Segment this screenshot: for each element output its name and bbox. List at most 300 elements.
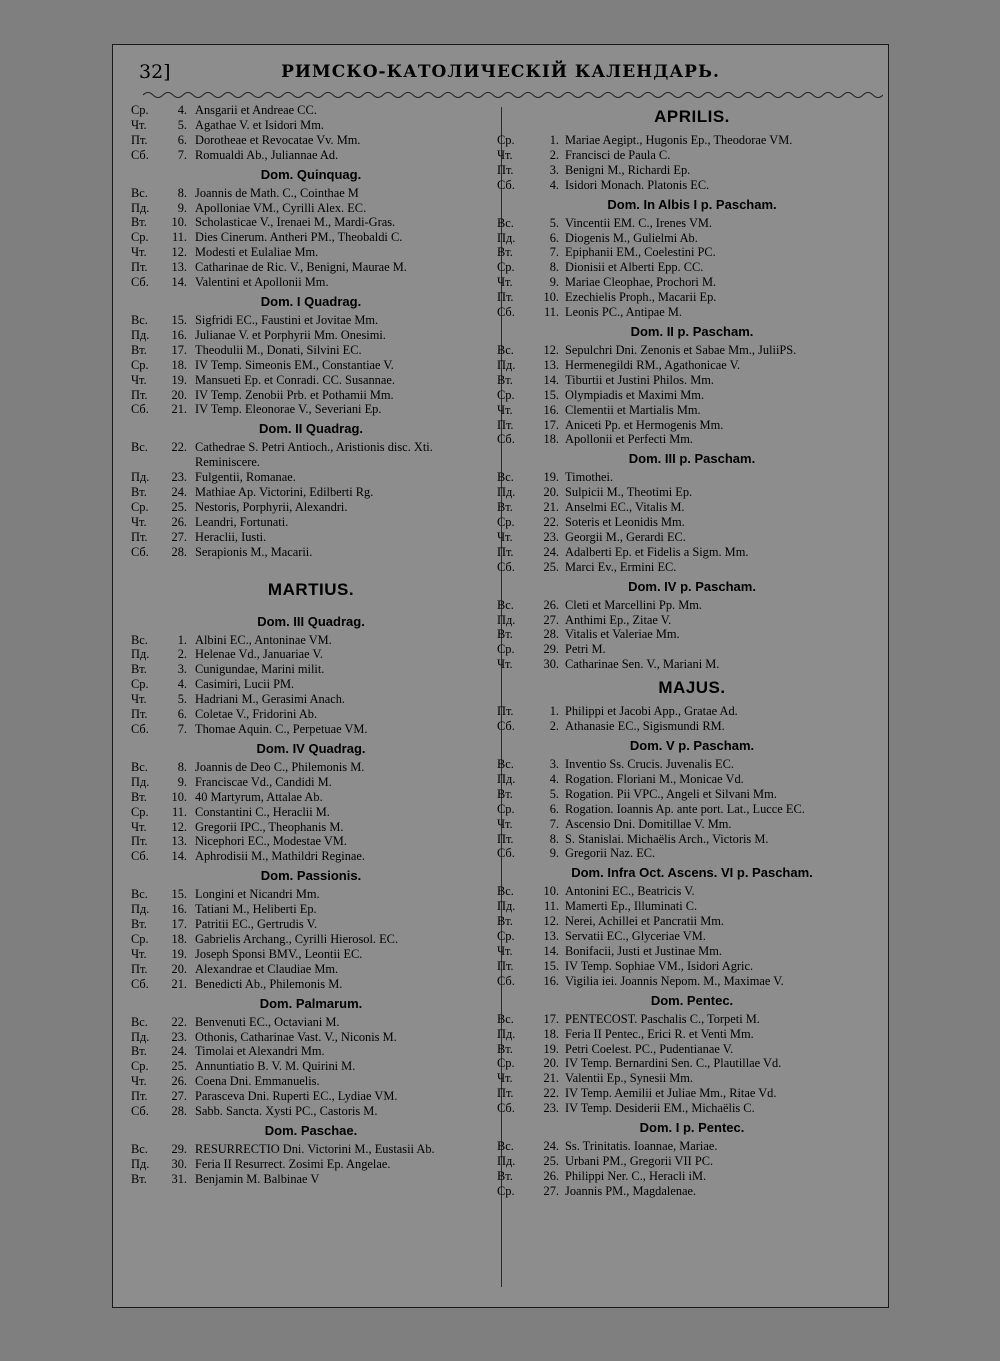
feast-text: Joannis PM., Magdalenae.	[565, 1183, 697, 1198]
feast-text: Hermenegildi RM., Agathonicae V.	[565, 357, 741, 372]
weekday-label: Сб.	[497, 432, 515, 447]
day-number: 20.	[171, 961, 187, 976]
weekday-label: Пт.	[131, 961, 148, 976]
sunday-heading: Dom. Palmarum.	[259, 995, 363, 1011]
day-number: 9.	[549, 846, 559, 861]
feast-text: Apollonii et Perfecti Mm.	[565, 432, 694, 447]
feast-text: Alexandrae et Claudiae Mm.	[195, 961, 339, 976]
day-number: 20.	[543, 485, 559, 500]
weekday-label: Пт.	[497, 831, 514, 846]
feast-text: Joannis de Math. C., Cointhae M	[195, 185, 359, 200]
day-number: 12.	[543, 342, 559, 357]
weekday-label: Ср.	[131, 230, 149, 245]
day-number: 6.	[549, 230, 559, 245]
feast-text: Gregorii Naz. EC.	[565, 846, 656, 861]
sunday-heading: Dom. III p. Pascham.	[628, 451, 756, 467]
calendar-entry-row	[497, 1071, 887, 1086]
weekday-label: Чт.	[497, 1071, 513, 1086]
weekday-label: Пт.	[131, 132, 148, 147]
weekday-label: Вт.	[131, 215, 147, 230]
weekday-label: Пт.	[497, 1086, 514, 1101]
calendar-entry-row	[131, 902, 491, 917]
calendar-entry-row	[497, 216, 887, 231]
feast-text: Hadriani M., Gerasimi Anach.	[195, 692, 346, 707]
calendar-entry-row	[497, 133, 887, 148]
feast-text: Albini EC., Antoninae VM.	[195, 632, 332, 647]
day-number: 22.	[543, 1086, 559, 1101]
day-number: 13.	[543, 357, 559, 372]
feast-text: Constantini C., Heraclii M.	[195, 804, 330, 819]
calendar-entry-row	[497, 500, 887, 515]
weekday-label: Пд.	[497, 899, 516, 914]
calendar-entry-row	[497, 545, 887, 560]
day-number: 17.	[171, 917, 187, 932]
feast-text: Joannis de Deo C., Philemonis M.	[195, 759, 365, 774]
day-number: 11.	[543, 899, 559, 914]
day-number: 7.	[177, 147, 187, 162]
feast-text: Apolloniae VM., Cyrilli Alex. EC.	[195, 200, 367, 215]
feast-text: Valentii Ep., Synesii Mm.	[565, 1071, 694, 1086]
feast-text: Tatiani M., Heliberti Ep.	[195, 902, 317, 917]
weekday-label: Вт.	[497, 627, 513, 642]
weekday-label: Чт.	[131, 692, 147, 707]
day-number: 25.	[543, 1153, 559, 1168]
weekday-label: Вс.	[131, 440, 148, 455]
feast-text: Antonini EC., Beatricis V.	[565, 884, 695, 899]
feast-text: Parasceva Dni. Ruperti EC., Lydiae VM.	[195, 1089, 398, 1104]
day-number: 29.	[543, 642, 559, 657]
weekday-label: Вс.	[131, 759, 148, 774]
feast-text: Soteris et Leonidis Mm.	[565, 515, 685, 530]
calendar-entry-row	[497, 163, 887, 178]
calendar-entry-row	[497, 817, 887, 832]
weekday-label: Вс.	[131, 887, 148, 902]
weekday-label: Ср.	[497, 642, 515, 657]
sunday-heading: Dom. II p. Pascham.	[630, 323, 754, 339]
calendar-entry-row	[497, 260, 887, 275]
weekday-label: Ср.	[497, 133, 515, 147]
feast-text: Cathedrae S. Petri Antioch., Aristionis disc. Xti. Reminiscere.	[195, 440, 433, 470]
day-number: 2.	[549, 147, 559, 162]
weekday-label: Вт.	[131, 662, 147, 677]
feast-text: Rogation. Ioannis Ap. ante port. Lat., Lucce EC.	[565, 801, 805, 816]
day-number: 11.	[171, 230, 187, 245]
calendar-entry-row	[497, 418, 887, 433]
calendar-entry-row	[497, 959, 887, 974]
calendar-entry-row	[497, 245, 887, 260]
day-number: 22.	[171, 440, 187, 455]
day-number: 14.	[543, 943, 559, 958]
feast-text: Aphrodisii M., Mathildri Reginae.	[195, 849, 366, 864]
weekday-label: Пд.	[497, 612, 516, 627]
weekday-label: Вт.	[497, 372, 513, 387]
day-number: 27.	[171, 529, 187, 544]
weekday-label: Вт.	[497, 914, 513, 929]
day-number: 28.	[171, 544, 187, 559]
weekday-label: Чт.	[497, 943, 513, 958]
feast-text: Aniceti Pp. et Hermogenis Mm.	[565, 417, 724, 432]
feast-text: Timothei.	[565, 470, 614, 485]
feast-text: Anthimi Ep., Zitae V.	[565, 612, 672, 627]
feast-text: Valentini et Apollonii Mm.	[195, 275, 329, 290]
calendar-entry-row	[497, 832, 887, 847]
feast-text: Nerei, Achillei et Pancratii Mm.	[565, 914, 724, 929]
day-number: 4.	[549, 177, 559, 192]
calendar-entry-row	[131, 530, 491, 545]
weekday-label: Чт.	[131, 245, 147, 260]
feast-text: Coena Dni. Emmanuelis.	[195, 1074, 320, 1089]
calendar-entry-row	[497, 704, 887, 719]
calendar-entry-row	[131, 1172, 491, 1187]
feast-text: Epiphanii EM., Coelestini PC.	[565, 245, 716, 260]
sunday-heading: Dom. Pentec.	[650, 992, 734, 1008]
calendar-entry-row	[497, 772, 887, 787]
day-number: 17.	[171, 342, 187, 357]
feast-text: Benigni M., Richardi Ep.	[565, 162, 691, 177]
feast-text: Gabrielis Archang., Cyrilli Hierosol. EC.	[195, 931, 399, 946]
weekday-label: Пд.	[497, 1153, 516, 1168]
calendar-entry-row	[131, 917, 491, 932]
feast-text: Leandri, Fortunati.	[195, 514, 289, 529]
day-number: 23.	[543, 1101, 559, 1116]
feast-text: PENTECOST. Paschalis C., Torpeti M.	[565, 1011, 760, 1026]
calendar-entry-row	[497, 148, 887, 163]
feast-text: Philippi Ner. C., Heracli iM.	[565, 1168, 707, 1183]
calendar-entry-row	[131, 962, 491, 977]
day-number: 24.	[543, 544, 559, 559]
day-number: 26.	[543, 1168, 559, 1183]
weekday-label: Пт.	[131, 387, 148, 402]
weekday-label: Вт.	[131, 342, 147, 357]
month-title: APRILIS.	[654, 107, 730, 126]
day-number: 15.	[171, 312, 187, 327]
calendar-entry-row	[497, 914, 887, 929]
sunday-heading: Dom. Passionis.	[260, 868, 362, 884]
day-number: 19.	[543, 1041, 559, 1056]
calendar-entry-row	[497, 1154, 887, 1169]
feast-text: Benedicti Ab., Philemonis M.	[195, 976, 343, 991]
feast-text: Mansueti Ep. et Conradi. CC. Susannae.	[195, 372, 395, 387]
feast-text: Mamerti Ep., Illuminati C.	[565, 899, 698, 914]
weekday-label: Вс.	[497, 884, 514, 899]
feast-text: Tiburtii et Justini Philos. Mm.	[565, 372, 714, 387]
feast-text: Annuntiatio B. V. M. Quirini M.	[195, 1059, 356, 1074]
day-number: 27.	[543, 1183, 559, 1198]
day-number: 15.	[543, 387, 559, 402]
day-number: 26.	[171, 514, 187, 529]
day-number: 23.	[543, 529, 559, 544]
weekday-label: Чт.	[497, 816, 513, 831]
sunday-heading: Dom. Paschae.	[264, 1122, 358, 1138]
weekday-label: Чт.	[497, 275, 513, 290]
weekday-label: Вс.	[497, 1139, 514, 1154]
day-number: 6.	[177, 132, 187, 147]
feast-text: Dies Cinerum. Antheri PM., Theobaldi C.	[195, 230, 403, 245]
calendar-entry-row	[131, 515, 491, 530]
feast-text: Anselmi EC., Vitalis M.	[565, 500, 685, 515]
day-number: 6.	[177, 707, 187, 722]
day-number: 16.	[171, 327, 187, 342]
day-number: 18.	[543, 432, 559, 447]
day-number: 14.	[171, 275, 187, 290]
weekday-label: Пд.	[131, 774, 150, 789]
feast-text: Theodulii M., Donati, Silvini EC.	[195, 342, 362, 357]
calendar-entry-row	[131, 343, 491, 358]
calendar-entry-row	[131, 313, 491, 328]
sunday-heading: Dom. II Quadrag.	[258, 421, 363, 437]
day-number: 9.	[549, 275, 559, 290]
calendar-entry-row	[131, 545, 491, 560]
calendar-entry-row	[131, 1142, 491, 1157]
day-number: 6.	[549, 801, 559, 816]
feast-text: Julianae V. et Porphyrii Mm. Onesimi.	[195, 327, 386, 342]
feast-text: IV Temp. Aemilii et Juliae Mm., Ritae Vd.	[565, 1086, 777, 1101]
calendar-entry-row	[497, 929, 887, 944]
day-number: 16.	[543, 973, 559, 988]
feast-text: Patritii EC., Gertrudis V.	[195, 917, 318, 932]
weekday-label: Чт.	[131, 946, 147, 961]
calendar-entry-row	[131, 1030, 491, 1045]
day-number: 25.	[171, 1059, 187, 1074]
weekday-label: Ср.	[131, 499, 149, 514]
weekday-label: Ср.	[497, 1056, 515, 1071]
weekday-label: Пд.	[131, 902, 150, 917]
day-number: 16.	[171, 902, 187, 917]
feast-text: Coletae V., Fridorini Ab.	[195, 707, 318, 722]
calendar-entry-row	[497, 657, 887, 672]
day-number: 4.	[177, 677, 187, 692]
weekday-label: Сб.	[131, 402, 149, 417]
weekday-label: Ср.	[497, 929, 515, 944]
day-number: 20.	[171, 387, 187, 402]
weekday-label: Пт.	[131, 707, 148, 722]
calendar-entry-row	[497, 358, 887, 373]
weekday-label: Пт.	[497, 958, 514, 973]
feast-text: Heraclii, Iusti.	[195, 529, 267, 544]
feast-text: Adalberti Ep. et Fidelis a Sigm. Mm.	[565, 544, 749, 559]
weekday-label: Ср.	[131, 804, 149, 819]
day-number: 10.	[543, 884, 559, 899]
weekday-label: Чт.	[497, 657, 513, 672]
feast-text: Timolai et Alexandri Mm.	[195, 1044, 325, 1059]
calendar-entry-row	[497, 1101, 887, 1116]
calendar-entry-row	[497, 1086, 887, 1101]
weekday-label: Пт.	[131, 260, 148, 275]
weekday-label: Пт.	[497, 417, 514, 432]
weekday-label: Сб.	[497, 846, 515, 861]
feast-text: Agathae V. et Isidori Mm.	[195, 117, 324, 132]
calendar-entry-row	[497, 470, 887, 485]
calendar-entry-row	[131, 440, 491, 470]
calendar-entry-row	[131, 887, 491, 902]
calendar-entry-row	[131, 133, 491, 148]
weekday-label: Вт.	[497, 500, 513, 515]
weekday-label: Вс.	[497, 1011, 514, 1026]
weekday-label: Чт.	[497, 529, 513, 544]
feast-text: Petri M.	[565, 642, 606, 657]
day-number: 15.	[543, 958, 559, 973]
weekday-label: Сб.	[131, 147, 149, 162]
weekday-label: Чт.	[131, 372, 147, 387]
day-number: 14.	[543, 372, 559, 387]
weekday-label: Сб.	[497, 1101, 515, 1116]
calendar-entry-row	[131, 500, 491, 515]
day-number: 28.	[171, 1104, 187, 1119]
feast-text: Vincentii EM. C., Irenes VM.	[565, 215, 713, 230]
day-number: 28.	[543, 627, 559, 642]
weekday-label: Пд.	[131, 1029, 150, 1044]
calendar-entry-row	[497, 802, 887, 817]
sunday-heading: Dom. Quinquag.	[260, 166, 362, 182]
weekday-label: Ср.	[497, 260, 515, 275]
calendar-entry-row	[497, 1169, 887, 1184]
calendar-entry-row	[131, 275, 491, 290]
calendar-entry-row	[131, 977, 491, 992]
feast-text: Benjamin M. Balbinae V	[195, 1171, 320, 1186]
feast-text: Fulgentii, Romanae.	[195, 470, 296, 485]
calendar-entry-row	[497, 899, 887, 914]
calendar-entry-row	[131, 470, 491, 485]
calendar-entry-row	[131, 1089, 491, 1104]
calendar-entry-row	[131, 1104, 491, 1119]
feast-text: Leonis PC., Antipae M.	[565, 305, 683, 320]
weekday-label: Вс.	[131, 185, 148, 200]
day-number: 10.	[543, 290, 559, 305]
calendar-entry-row	[131, 148, 491, 163]
day-number: 5.	[177, 117, 187, 132]
decorative-wave-rule	[143, 90, 883, 100]
weekday-label: Ср.	[131, 677, 149, 692]
day-number: 9.	[177, 774, 187, 789]
feast-text: Francisci de Paula C.	[565, 147, 671, 162]
day-number: 8.	[177, 185, 187, 200]
calendar-entry-row	[131, 1157, 491, 1172]
day-number: 21.	[543, 1071, 559, 1086]
feast-text: Catharinae de Ric. V., Benigni, Maurae M.	[195, 260, 407, 275]
calendar-entry-row	[497, 974, 887, 989]
feast-text: Joseph Sponsi BMV., Leontii EC.	[195, 946, 363, 961]
day-number: 24.	[543, 1139, 559, 1154]
day-number: 9.	[177, 200, 187, 215]
weekday-label: Вт.	[131, 789, 147, 804]
weekday-label: Ср.	[497, 515, 515, 530]
day-number: 5.	[549, 786, 559, 801]
weekday-label: Сб.	[131, 722, 149, 736]
day-number: 19.	[543, 470, 559, 485]
feast-text: Catharinae Sen. V., Mariani M.	[565, 657, 720, 672]
calendar-entry-row	[497, 432, 887, 447]
calendar-entry-row	[497, 403, 887, 418]
calendar-entry-row	[497, 231, 887, 246]
day-number: 27.	[543, 612, 559, 627]
feast-text: Ss. Trinitatis. Ioannae, Mariae.	[565, 1139, 718, 1154]
feast-text: Serapionis M., Macarii.	[195, 544, 313, 559]
feast-text: Clementii et Martialis Mm.	[565, 402, 701, 417]
feast-text: Rogation. Pii VPC., Angeli et Silvani Mm.	[565, 786, 777, 801]
day-number: 4.	[549, 771, 559, 786]
weekday-label: Сб.	[131, 544, 149, 559]
day-number: 11.	[171, 804, 187, 819]
weekday-label: Ср.	[497, 1183, 515, 1198]
calendar-entry-row	[497, 757, 887, 772]
calendar-entry-row	[497, 1139, 887, 1154]
weekday-label: Пт.	[131, 1089, 148, 1104]
day-number: 18.	[171, 357, 187, 372]
calendar-entry-row	[131, 201, 491, 216]
calendar-entry-row	[131, 388, 491, 403]
weekday-label: Чт.	[131, 1074, 147, 1089]
feast-text: Inventio Ss. Crucis. Juvenalis EC.	[565, 757, 734, 771]
weekday-label: Пт.	[131, 529, 148, 544]
right-column	[497, 103, 887, 1199]
calendar-entry-row	[497, 627, 887, 642]
weekday-label: Вт.	[497, 1041, 513, 1056]
day-number: 7.	[177, 722, 187, 736]
weekday-label: Вт.	[131, 1044, 147, 1059]
day-number: 25.	[171, 499, 187, 514]
calendar-page	[112, 44, 889, 1308]
day-number: 13.	[543, 929, 559, 944]
feast-text: Georgii M., Gerardi EC.	[565, 529, 686, 544]
weekday-label: Пд.	[131, 1156, 150, 1171]
day-number: 26.	[171, 1074, 187, 1089]
feast-text: IV Temp. Bernardini Sen. C., Plautillae Vd.	[565, 1056, 782, 1071]
calendar-entry-row	[497, 1042, 887, 1057]
feast-text: Vigilia iei. Joannis Nepom. M., Maximae V.	[565, 973, 784, 988]
feast-text: Athanasie EC., Sigismundi RM.	[565, 719, 725, 734]
calendar-entry-row	[497, 1184, 887, 1199]
weekday-label: Вс.	[131, 312, 148, 327]
feast-text: Ascensio Dni. Domitillae V. Mm.	[565, 816, 732, 831]
day-number: 30.	[543, 657, 559, 672]
weekday-label: Вт.	[131, 917, 147, 932]
sunday-heading: Dom. In Albis I p. Pascham.	[607, 196, 777, 212]
day-number: 21.	[543, 500, 559, 515]
calendar-entry-row	[131, 245, 491, 260]
sunday-heading: Dom. III Quadrag.	[257, 613, 365, 629]
day-number: 16.	[543, 402, 559, 417]
month-title: MARTIUS.	[267, 579, 355, 599]
weekday-label: Пд.	[497, 1026, 516, 1041]
calendar-entry-row	[131, 186, 491, 201]
sunday-heading: Dom. IV Quadrag.	[256, 740, 366, 756]
feast-text: Feria II Resurrect. Zosimi Ep. Angelae.	[195, 1156, 391, 1171]
calendar-entry-row	[131, 692, 491, 707]
weekday-label: Ср.	[131, 357, 149, 372]
calendar-entry-row	[497, 275, 887, 290]
weekday-label: Сб.	[497, 305, 515, 320]
day-number: 23.	[171, 470, 187, 485]
calendar-entry-row	[131, 849, 491, 864]
day-number: 13.	[171, 834, 187, 849]
calendar-entry-row	[497, 560, 887, 575]
calendar-entry-row	[131, 485, 491, 500]
feast-text: Dionisii et Alberti Epp. CC.	[565, 260, 704, 275]
feast-text: Franciscae Vd., Candidi M.	[195, 774, 332, 789]
day-number: 10.	[171, 789, 187, 804]
weekday-label: Ср.	[131, 1059, 149, 1074]
feast-text: Thomae Aquin. C., Perpetuae VM.	[195, 722, 368, 736]
calendar-entry-row	[131, 947, 491, 962]
calendar-entry-row	[131, 1044, 491, 1059]
calendar-entry-row	[131, 707, 491, 722]
feast-text: Dorotheae et Revocatae Vv. Mm.	[195, 132, 361, 147]
calendar-entry-row	[497, 944, 887, 959]
day-number: 14.	[171, 849, 187, 864]
day-number: 21.	[171, 976, 187, 991]
weekday-label: Вт.	[131, 1171, 147, 1186]
calendar-entry-row	[497, 178, 887, 193]
